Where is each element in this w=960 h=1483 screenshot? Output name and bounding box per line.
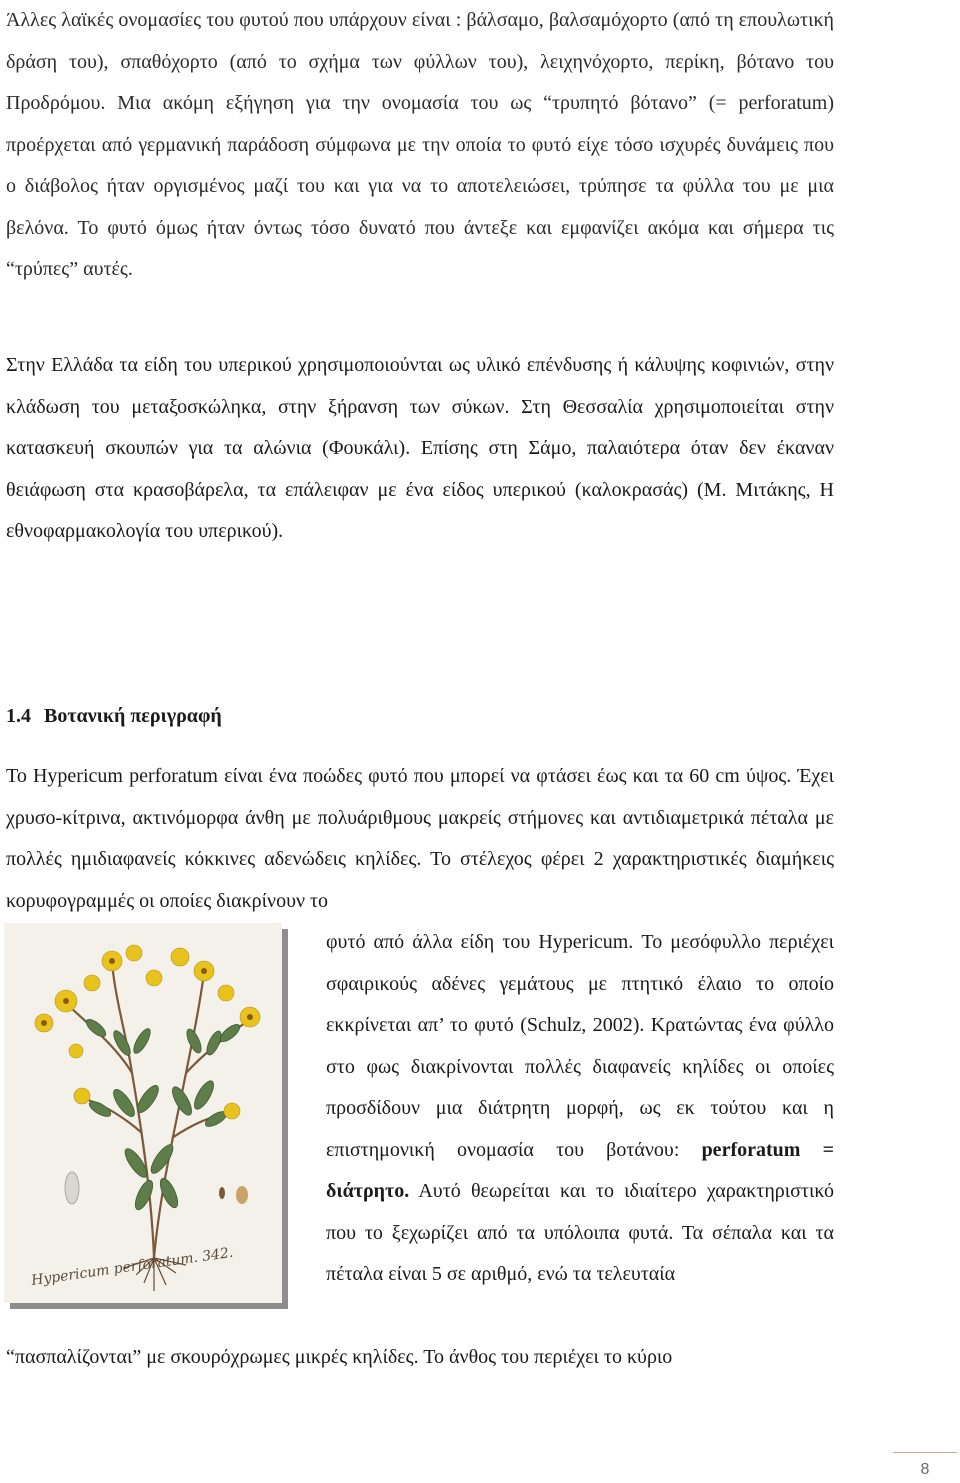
page-number: 8	[893, 1452, 957, 1479]
wrapped-text-before: φυτό από άλλα είδη του Hypericum. Το μεσόφυλλο περιέχει σφαιρικούς αδένες γεμάτους με πτητικό έλαιο το οποίο εκκρίνεται απ’ το φυτό (Schulz, 2002). Κρατώντας ένα φύλλο στο φως διακρίνονται πολλές διαφανείς κηλίδες οι οποίες προσδίδουν μια διάτρητη μορφή, ως εκ τούτου και η επιστημονική ονομασία του βοτάνου:	[326, 931, 834, 1161]
paragraph-botanical-description-end: “πασπαλίζονται” με σκουρόχρωμες μικρές κηλίδες. Το άνθος του περιέχει το κύριο	[6, 1346, 673, 1368]
paragraph-botanical-description: Το Hypericum perforatum είναι ένα ποώδες φυτό που μπορεί να φτάσει έως και τα 60 cm ύψος. Έχει χρυσο-κίτρινα, ακτινόμορφα άνθη με πολυάριθμους μακρείς στήμονες και αντιδιαμετρικά πέταλα με πολλές ημιδιαφανείς κόκκινες αδενώδεις κηλίδες. Το στέλεχος φέρει 2 χαρακτηριστικές διαμήκεις κορυφογραμμές οι οποίες διακρίνουν το	[6, 765, 834, 912]
paragraph-common-names: Άλλες λαϊκές ονομασίες του φυτού που υπάρχουν είναι : βάλσαμο, βαλσαμόχορτο (από τη επουλωτική δράση του), σπαθόχορτο (από το σχήμα των φύλλων του), λειχηνόχορτο, περίκη, βότανο του Προδρόμου. Μια ακόμη εξήγηση για την ονομασία του ως “τρυπητό βότανο” (= perforatum) προέρχεται από γερμανική παράδοση σύμφωνα με την οποία το φυτό είχε τόσο ισχυρές δυνάμεις που ο διάβολος ήταν οργισμένος μαζί του και για να το αποτελειώσει, τρύπησε τα φύλλα του με μια βελόνα. Το φυτό όμως ήταν όντως τόσο δυνατό που άντεξε και εμφανίζει ακόμα και σήμερα τις “τρύπες” αυτές.	[6, 9, 834, 280]
plant-illustration	[4, 923, 282, 1303]
paragraph-botanical-description-wrapped	[326, 922, 834, 1296]
scientific-name-emphasis: perforatum = διάτρητο.	[326, 1138, 834, 1202]
wrapped-text-after: Αυτό θεωρείται και το ιδιαίτερο χαρακτηριστικό που το ξεχωρίζει από τα υπόλοιπα φυτά. Τα σέπαλα και τα πέταλα είναι 5 σε αριθμό, ενώ τα τελευταία	[326, 1180, 834, 1285]
section-title: Βοτανική περιγραφή	[44, 705, 222, 727]
illustration-caption: Hypericum perforatum. 342.	[30, 1244, 235, 1289]
hypericum-illustration-image	[4, 923, 282, 1303]
paragraph-uses-in-greece: Στην Ελλάδα τα είδη του υπερικού χρησιμοποιούνται ως υλικό επένδυσης ή κάλυψης κοφινιών, στην κλάδωση του μεταξοσκώληκα, στην ξήρανση των σύκων. Στη Θεσσαλία χρησιμοποιείται στην κατασκευή σκουπών για τα αλώνια (Φουκάλι). Επίσης στη Σάμο, παλαιότερα όταν δεν έκαναν θειάφωση στα κρασοβάρελα, τα επάλειφαν με ένα είδος υπερικού (καλοκρασάς) (Μ. Μιτάκης, Η εθνοφαρμακολογία του υπερικού).	[6, 354, 834, 542]
section-number: 1.4	[6, 705, 31, 727]
section-heading	[6, 699, 222, 733]
